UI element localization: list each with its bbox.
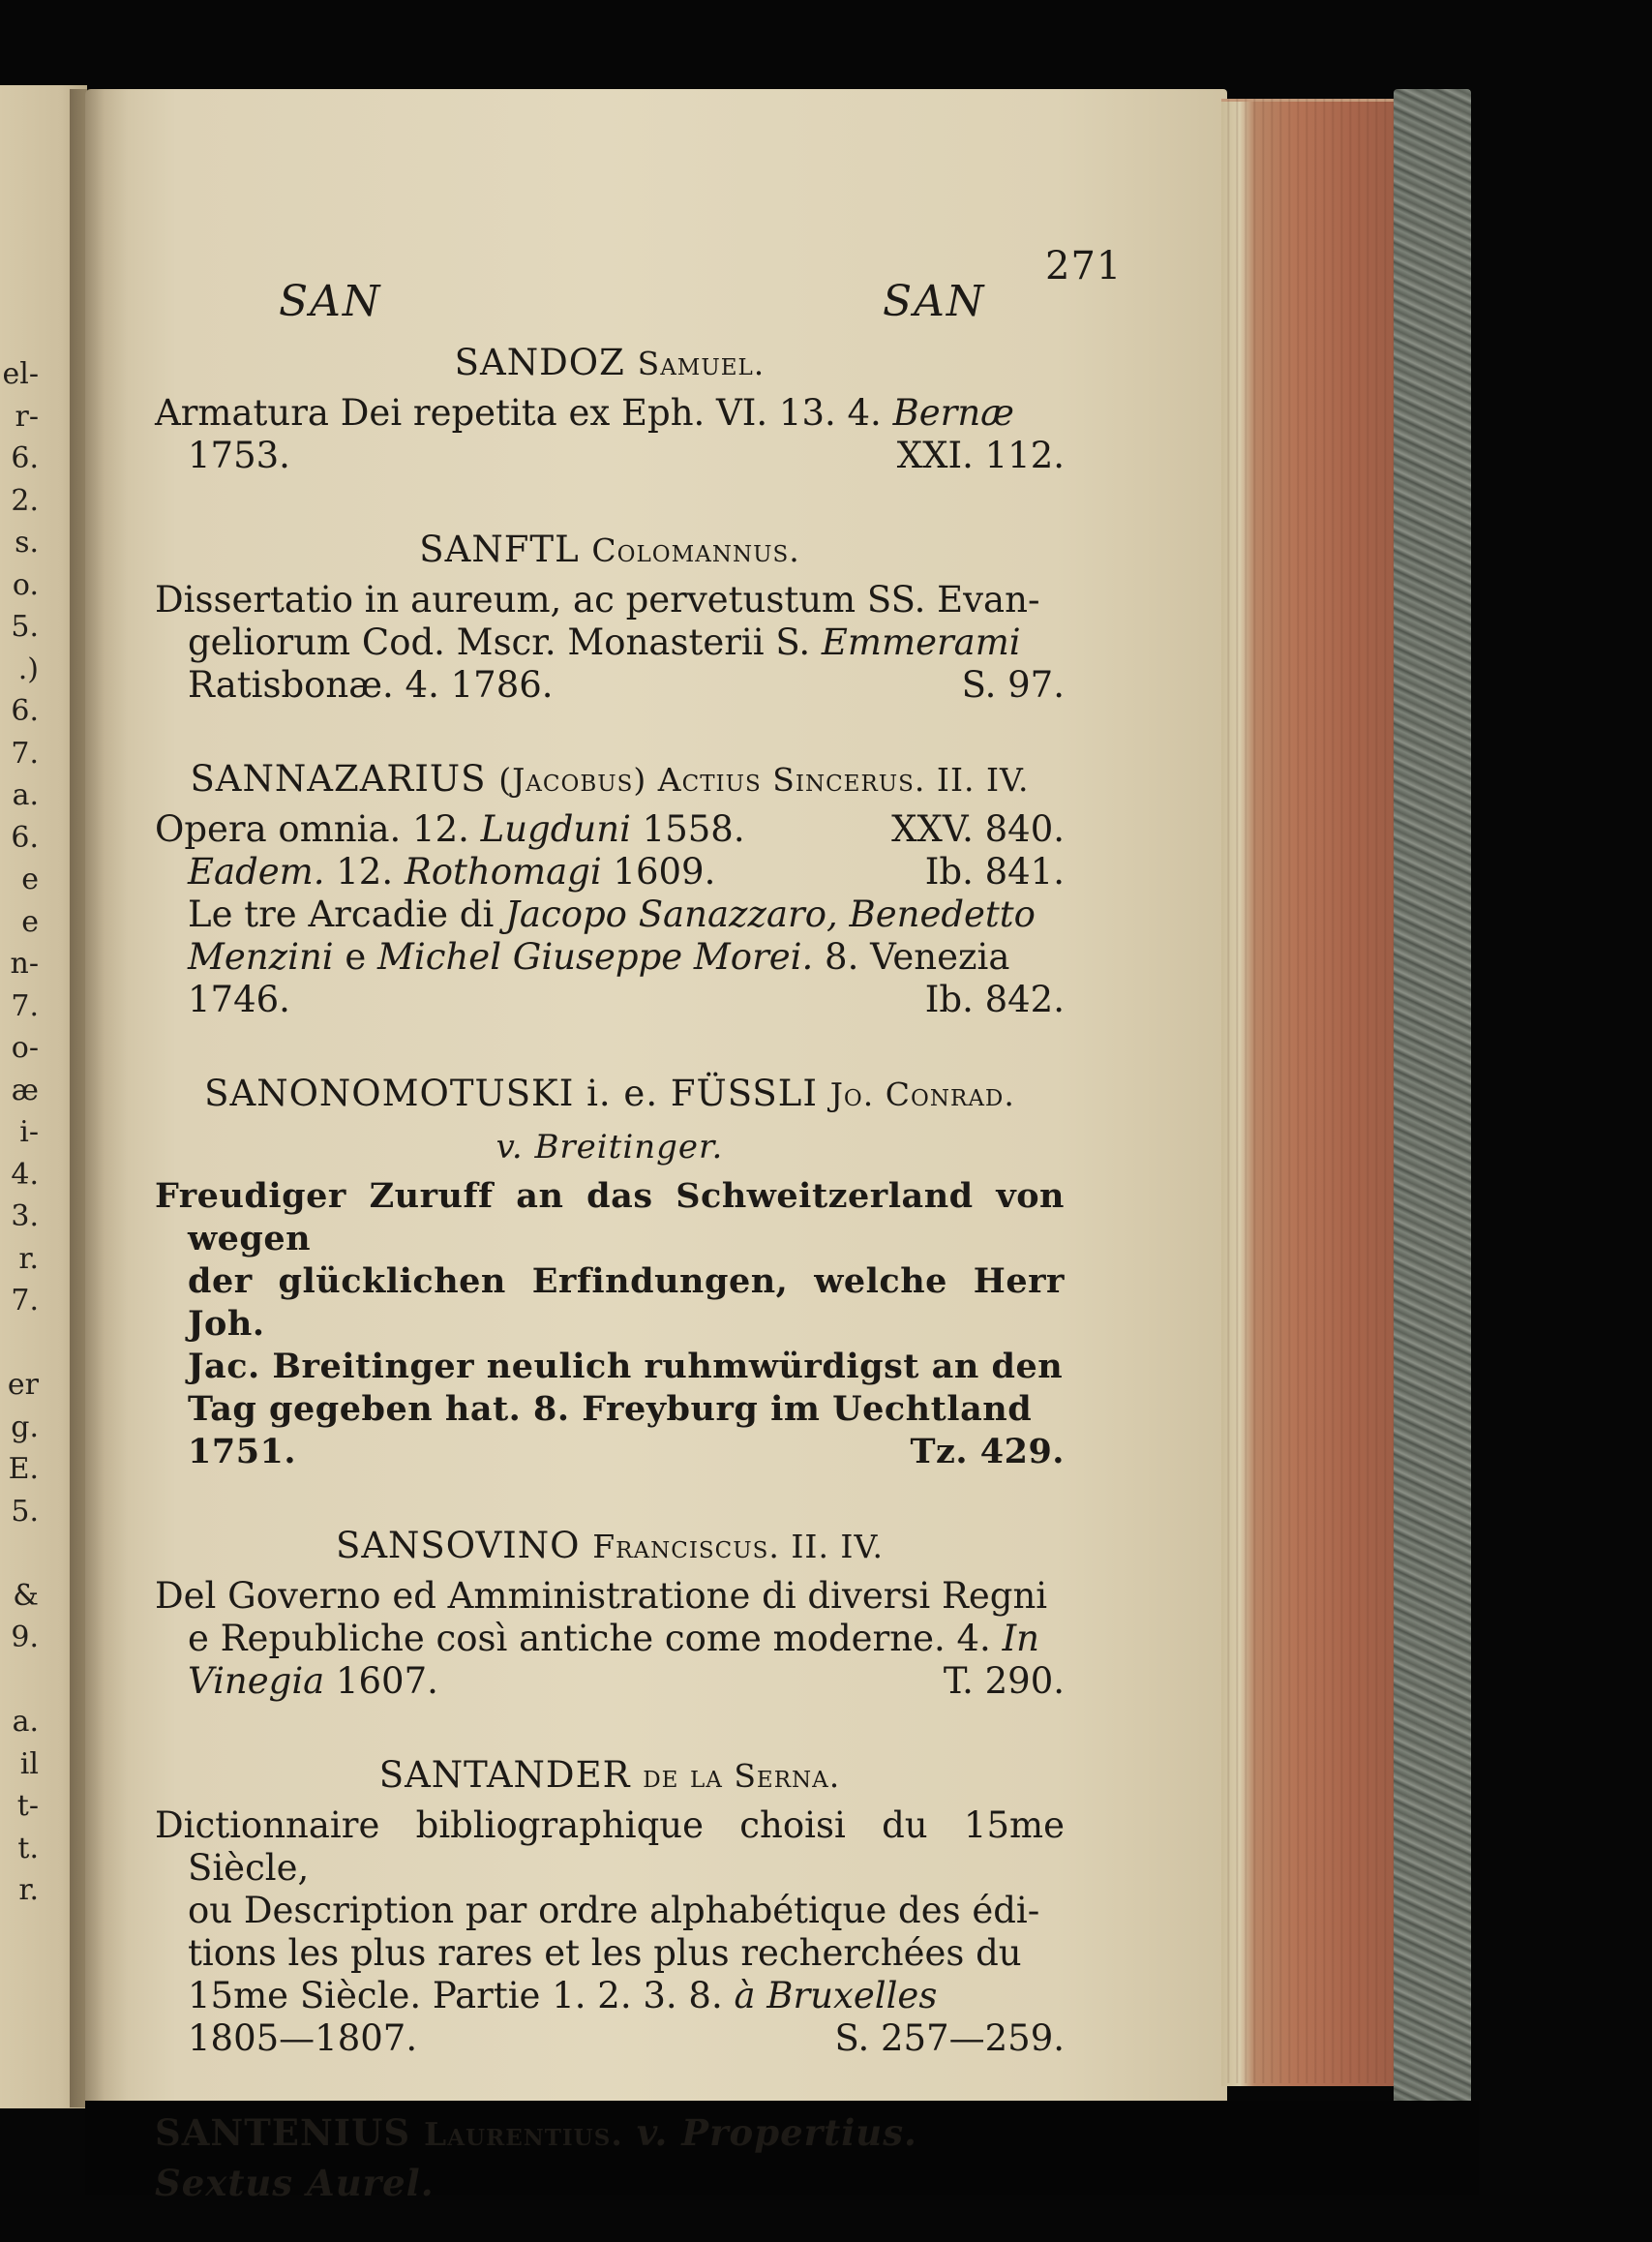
line-text: 8. Venezia [813,936,1010,978]
entry-line [188,894,1065,936]
catalog-entry [155,755,1065,1021]
citation-ref: Tz. 429. [910,1432,1065,1471]
catalog-entries [155,339,1065,2242]
entry-line [188,1618,1065,1660]
entry-description [155,1175,1065,1473]
entry-line [188,664,1065,707]
entry-line [155,392,1065,435]
entry-spacer [155,2077,1065,2108]
previous-page-fragment: t. [17,1831,39,1865]
italic-text: Lugduni [480,808,631,850]
line-text: Dissertatio in aureum, ac pervetustum SS. Evan- [155,579,1040,621]
entry-line [188,851,1065,894]
previous-page-fragment: g. [11,1409,39,1444]
line-text: Freudiger Zuruff an das Schweitzerland von wegen [155,1176,1065,1258]
entry-line [188,1975,1065,2017]
entry-spacer [155,724,1065,755]
author-surname: SANONOMOTUSKI i. e. FÜSSLI [204,1073,818,1114]
entry-description [155,392,1065,477]
line-text: 1805—1807. [188,2017,418,2059]
previous-page-fragment: t- [16,1789,39,1823]
entry-line [155,579,1065,621]
author-given-name: Laurentius. [424,2115,623,2153]
citation-ref: XXI. 112. [896,435,1065,476]
entry-line [155,1175,1065,1260]
entry-line [188,621,1065,664]
entry-spacer [155,2211,1065,2242]
author-surname: SANFTL [419,529,580,570]
previous-page-fragment [0,1532,39,1575]
entry-line [188,1890,1065,1932]
entry-description [155,808,1065,1021]
previous-page-fragment: a. [12,1705,39,1739]
author-surname: SANTANDER [378,1754,631,1796]
entry-line [188,1932,1065,1975]
previous-page-fragment: 2. [11,483,39,518]
italic-text: Emmerami [821,621,1021,663]
catalog-entry [155,1070,1065,1473]
line-text: e [333,936,378,978]
entry-description [155,579,1065,707]
line-text: Opera omnia. 12. [155,808,481,850]
line-text: Armatura Dei repetita ex Eph. VI. 13. 4. [155,392,893,434]
entry-spacer [155,1039,1065,1070]
entry-line [155,1804,1065,1890]
previous-page-fragment: 9. [11,1621,39,1654]
entry-spacer [155,495,1065,526]
line-text: Jac. Breitinger neulich ruhmwürdigst an den [188,1347,1064,1386]
author-heading [155,1751,1065,1801]
previous-page-text-fragments [0,353,39,1912]
line-text: 15me Siècle. Partie 1. 2. 3. 8. [188,1975,735,2016]
line-text: 1751. [188,1432,297,1471]
catalog-entry [155,339,1065,477]
line-text: Tag gegeben hat. 8. Freyburg im Uechtland [188,1389,1033,1429]
previous-page-fragment: 6. [11,694,39,728]
author-heading [155,1522,1065,1571]
previous-page-fragment [0,1659,39,1702]
citation-ref: Ib. 842. [924,979,1065,1020]
line-text: 1746. [188,979,290,1020]
previous-page-fragment: æ [11,1073,39,1107]
citation-ref: T. 290. [943,1660,1065,1702]
line-text: tions les plus rares et les plus recherchées du [188,1932,1022,1974]
author-surname: SANNAZARIUS [190,758,487,800]
previous-page-fragment: 7. [11,988,39,1023]
line-text: 12. [324,851,405,893]
page-number: 271 [1045,244,1123,288]
line-text: ou Description par ordre alphabétique des édi- [188,1890,1040,1931]
previous-page-fragment: r. [18,1873,39,1907]
italic-text: Vinegia [188,1660,325,1702]
previous-page-fragment: 6. [11,820,39,855]
entry-spacer [155,1720,1065,1751]
entry-line [188,979,1065,1021]
entry-line [188,2017,1065,2060]
author-heading [155,1070,1065,1119]
previous-page-fragment: er [7,1368,39,1402]
line-text: 1607. [324,1660,438,1702]
line-text: Le tre Arcadie di [188,894,506,935]
author-given-name: Franciscus. II. IV. [592,1528,885,1565]
entry-line [188,1260,1065,1346]
italic-text: à Bruxelles [734,1975,938,2016]
previous-page-fragment: 7. [11,736,39,771]
author-surname: SANSOVINO [335,1525,581,1566]
entry-description [155,1804,1065,2060]
line-text: 1558. [630,808,745,850]
line-text: e Republiche così antiche come moderne. 4. [188,1618,1003,1659]
author-given-name: Samuel. [637,345,766,382]
previous-page-fragment [0,1322,39,1365]
previous-page-fragment: a. [12,778,39,812]
line-text: geliorum Cod. Mscr. Monasterii S. [188,621,822,663]
previous-page-fragment: s. [15,526,39,560]
italic-text: In [1002,1618,1040,1659]
entry-line [188,936,1065,979]
previous-page-fragment: el- [2,357,39,391]
italic-text: Jacopo Sanazzaro, Benedetto [505,894,1036,935]
page-edge-lines [1221,99,1405,2083]
previous-page-fragment: e [21,863,39,896]
previous-page-fragment: .) [17,651,39,686]
italic-text: Menzini [188,936,334,978]
author-given-name: (Jacobus) Actius Sincerus. II. IV. [498,761,1030,799]
author-heading [155,526,1065,575]
running-head-right: SAN [883,277,986,326]
running-head-left: SAN [279,277,382,326]
citation-ref: Ib. 841. [924,851,1065,893]
author-given-name: Colomannus. [591,531,800,569]
previous-page-fragment: 5. [11,1494,39,1529]
previous-page-fragment: i- [19,1115,39,1149]
entry-line [188,1346,1065,1388]
citation-ref: S. 257—259. [834,2017,1065,2059]
italic-text: Bernæ [892,392,1014,434]
previous-page-fragment: 6. [11,441,39,475]
previous-page-fragment: e [21,904,39,939]
catalog-entry [155,1522,1065,1703]
previous-page-fragment: o. [12,567,39,602]
line-text: 1609. [601,851,716,893]
catalog-entry [155,2108,1065,2207]
page-gutter-shadow [70,89,128,2107]
entry-description [155,1575,1065,1703]
entry-line [155,808,1065,851]
previous-page-fragment: o- [11,1031,39,1065]
previous-page-fragment: 3. [11,1199,39,1233]
author-surname: SANDOZ [454,342,625,383]
previous-page-fragment: r. [18,1241,39,1276]
citation-ref: XXV. 840. [891,808,1065,850]
author-given-name: de la Serna. [643,1757,841,1795]
cross-reference: v. Propertius. Sextus Aurel. [155,2111,917,2204]
previous-page-fragment: n- [10,947,39,981]
entry-line [188,1388,1065,1431]
line-text: Ratisbonæ. 4. 1786. [188,664,554,706]
previous-page-fragment: E. [8,1452,39,1486]
see-also-line: v. Breitinger. [496,1128,724,1166]
entry-spacer [155,1491,1065,1522]
entry-line [155,1575,1065,1618]
previous-page-fragment: r- [15,399,39,434]
previous-page-fragment: 4. [11,1157,39,1192]
citation-ref: S. 97. [961,664,1065,706]
line-text: 1753. [188,435,290,476]
previous-page-fragment: 7. [11,1284,39,1318]
marbled-cover-board [1394,89,1471,2117]
author-heading [155,755,1065,804]
author-heading [155,339,1065,388]
line-text: der glücklichen Erfindungen, welche Herr Joh. [188,1261,1065,1344]
author-given-name: Jo. Conrad. [829,1076,1015,1113]
italic-text: Eadem. [188,851,325,893]
entry-line [188,1660,1065,1703]
previous-page-fragment: il [19,1746,39,1781]
author-surname: SANTENIUS [155,2111,411,2154]
line-text: Dictionnaire bibliographique choisi du 15me Siècle, [155,1804,1065,1889]
previous-page-fragment: 5. [11,610,39,644]
author-heading [155,2108,1065,2207]
italic-text: Rothomagi [404,851,602,893]
entry-line [188,1431,1065,1473]
entry-line [188,435,1065,477]
catalog-entry [155,1751,1065,2060]
italic-text: Michel Giuseppe Morei. [377,936,814,978]
catalog-entry [155,526,1065,707]
line-text: Del Governo ed Amministratione di diversi Regni [155,1575,1048,1617]
previous-page-fragment: & [13,1578,39,1613]
